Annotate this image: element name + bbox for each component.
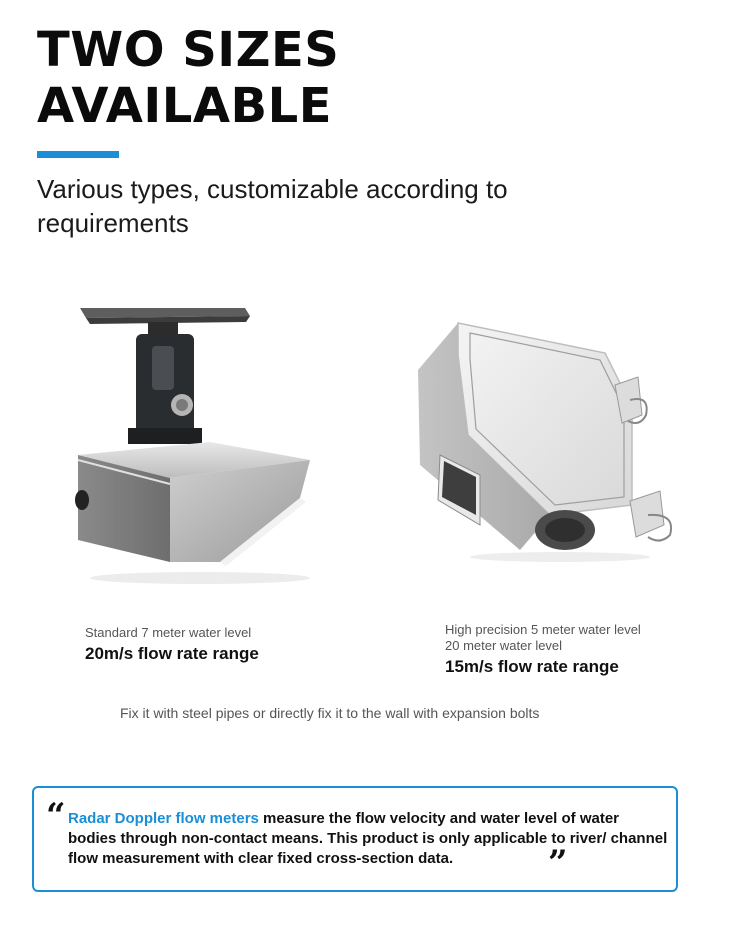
description-highlight: Radar Doppler flow meters xyxy=(68,810,259,827)
spec-standard-level: Standard 7 meter water level xyxy=(85,625,252,640)
quote-close-icon: ” xyxy=(548,843,568,883)
description-quote-box xyxy=(32,786,678,892)
installation-note: Fix it with steel pipes or directly fix it to the wall with expansion bolts xyxy=(120,705,540,721)
spec-high-precision xyxy=(445,622,641,677)
quote-open-icon: “ xyxy=(46,796,66,836)
description-text xyxy=(68,809,668,869)
spec-standard xyxy=(85,625,259,664)
spec-standard-range: 20m/s flow rate range xyxy=(85,644,259,663)
spec-high-precision-level: High precision 5 meter water level xyxy=(445,622,641,637)
spec-high-precision-level-2: 20 meter water level xyxy=(445,638,563,653)
description-body: measure the flow velocity and water level of water bodies through non-contact means. This product is only applicable to river/ channel flow measurement with clear fixed cross-section data. xyxy=(68,810,668,867)
high-precision-radar-meter-image xyxy=(410,315,690,565)
page-title: TWO SIZES AVAILABLE xyxy=(37,22,340,134)
spec-high-precision-range: 15m/s flow rate range xyxy=(445,657,619,676)
accent-bar xyxy=(37,151,119,158)
standard-radar-meter-image xyxy=(70,300,320,590)
page-subtitle: Various types, customizable according to requirements xyxy=(37,174,508,238)
